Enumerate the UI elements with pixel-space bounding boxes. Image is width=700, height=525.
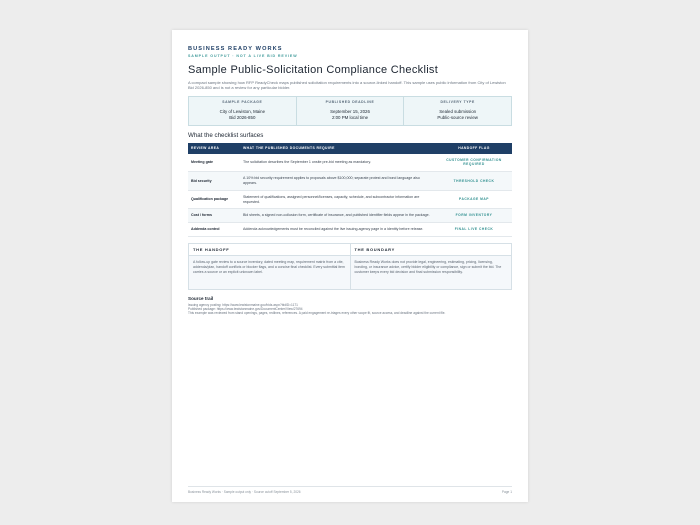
sources-title: Source trail: [188, 295, 214, 301]
requirement-text: The solicitation describes the September 1 onsite pre-bid meeting as mandatory.: [240, 154, 436, 172]
table-row: [188, 172, 512, 191]
document-page: [172, 30, 528, 502]
requirement-text: Statement of qualifications, assigned personnel/licenses, capacity, schedule, and subcontractor information are requested.: [240, 190, 436, 209]
meta-cell-package: [189, 97, 297, 124]
sample-disclaimer: SAMPLE OUTPUT · NOT A LIVE BID REVIEW: [188, 54, 298, 58]
handoff-flag: FORM INVENTORY: [436, 209, 512, 223]
meta-value: City of Lewiston, Maine Bid 2026-850: [219, 109, 266, 120]
handoff-panel: [189, 244, 350, 289]
review-area: Cost / forms: [188, 209, 240, 223]
handoff-flag: THRESHOLD CHECK: [436, 172, 512, 191]
meta-label: PUBLISHED DEADLINE: [325, 100, 375, 105]
intro-paragraph: A compact sample showing how RFP ReadyCheck maps published solicitation requirements into a source-linked handoff. This sample uses public information from City of Lewiston Bid 2026-850 and is not a review for any particular bidder.: [188, 80, 506, 91]
table-row: [188, 209, 512, 223]
column-header-requirements: WHAT THE PUBLISHED DOCUMENTS REQUIRE: [240, 143, 436, 154]
boundary-panel: [350, 244, 512, 289]
source-line: Issuing agency posting: https://www.lewistonmaine.gov/bids.aspx?bidID=1171: [188, 302, 298, 307]
bid-meta-summary: [188, 96, 512, 125]
meta-value: September 15, 2026 2:00 PM local time: [330, 109, 370, 120]
panel-text: Business Ready Works does not provide legal, engineering, estimating, pricing, licensing, bonding, or insurance advice, certify bidder eligibility or compliance, sign or submit the bid. The customer keeps every bid decision and final submission responsibility.: [351, 256, 512, 289]
section-title: What the checklist surfaces: [188, 131, 264, 139]
meta-label: DELIVERY TYPE: [440, 100, 475, 105]
handoff-flag: CUSTOMER CONFIRMATION REQUIRED: [436, 154, 512, 172]
review-area: Qualification package: [188, 190, 240, 209]
handoff-flag: PACKAGE MAP: [436, 190, 512, 209]
requirement-text: Bid sheets, a signed non-collusion form, certificate of insurance, and published identifier fields appear in the package.: [240, 209, 436, 223]
requirement-text: A 10% bid security requirement applies to proposals above $100,000; separate protest and bond language also appears.: [240, 172, 436, 191]
checklist-table: [188, 143, 512, 237]
requirement-text: Addenda acknowledgements must be reconciled against the live issuing-agency page in a identity before release.: [240, 223, 436, 237]
page-title: Sample Public-Solicitation Compliance Checklist: [188, 64, 439, 76]
handoff-flag: FINAL LIVE CHECK: [436, 223, 512, 237]
column-header-area: REVIEW AREA: [188, 143, 240, 154]
panel-title: THE BOUNDARY: [351, 244, 512, 256]
table-row: [188, 154, 512, 172]
review-area: Bid security: [188, 172, 240, 191]
column-header-flag: HANDOFF FLAG: [436, 143, 512, 154]
table-row: [188, 190, 512, 209]
page-number: Page 1: [501, 490, 512, 494]
review-area: Addenda control: [188, 223, 240, 237]
footer-note: Business Ready Works · Sample output only · Source cutoff September 5, 2026: [188, 490, 301, 494]
handoff-boundary-panels: [188, 243, 512, 290]
source-line: This example was reviewed from stand openings, pages, redlines, references. A paid engagement re-triages every other scope fit, source access, and deadline against the current file.: [188, 311, 446, 316]
panel-title: THE HANDOFF: [189, 244, 350, 256]
page-footer: [188, 486, 512, 494]
meta-cell-deadline: [297, 97, 405, 124]
brand-name: BUSINESS READY WORKS: [188, 46, 283, 52]
source-line: Published package: https://www.lewistonmaine.gov/DocumentCenter/View/27694: [188, 307, 303, 312]
table-row: [188, 223, 512, 237]
review-area: Meeting gate: [188, 154, 240, 172]
meta-value: Sealed submission Public-source review: [437, 109, 478, 120]
table-header-row: [188, 143, 512, 154]
meta-label: SAMPLE PACKAGE: [222, 100, 263, 105]
panel-text: A follow-up gate review to a source inventory, dated meeting map, requirement matrix from a cite, addenda/plan, handoff conflicts or blocker flags, and a concise final checklist. Every submittal item carries a source or an explicit unknown label.: [189, 256, 350, 289]
meta-cell-delivery: [404, 97, 511, 124]
